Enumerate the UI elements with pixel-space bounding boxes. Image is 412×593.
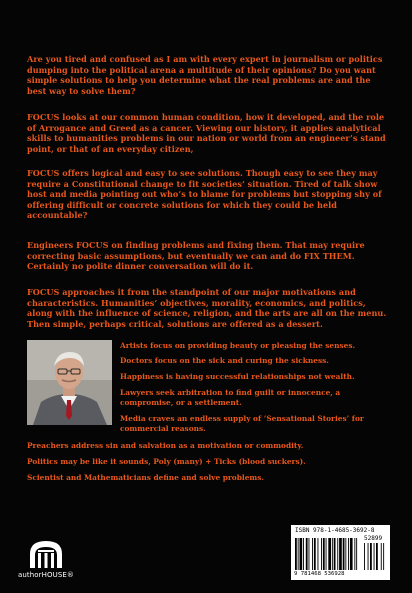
publisher-logo [16,538,76,582]
authorhouse-logo-icon [16,538,76,570]
bio-line-artists: Artists focus on providing beauty or pleasing the senses. [120,341,356,350]
isbn-text: ISBN 978-1-4685-3692-8 [295,527,375,534]
blurb-paragraph-5: FOCUS approaches it from the standpoint of our major motivations and characteristics. Humanities’ objectives, morality, economics, and politics, along with the influence of science, religion, and the arts are all on the menu. Then simple, perhaps critical, solutions are offered as a dessert. [27,287,387,329]
barcode-bars [293,534,388,571]
bio-line-politics: Politics may be like it sounds, Poly (many) + Ticks (blood suckers). [27,457,306,466]
bio-line-doctors: Doctors focus on the sick and curing the sickness. [120,356,329,365]
barcode-number: 9 781468 536928 [294,571,345,577]
bio-line-preachers: Preachers address sin and salvation as a motivation or commodity. [27,441,304,450]
publisher-name: authorHOUSE® [17,571,75,579]
blurb-paragraph-4: Engineers FOCUS on finding problems and fixing them. That may require correcting basic assumptions, but eventually we can and do FIX THEM. Certainly no polite dinner conversation will do it. [27,240,365,272]
bio-line-happiness: Happiness is having successful relationships not wealth. [120,372,355,381]
bio-line-media: Media craves an endless supply of ‘Sensational Stories’ for commercial reasons. [120,414,364,433]
bio-line-scientists: Scientist and Mathematicians define and solve problems. [27,473,264,482]
blurb-paragraph-1: Are you tired and confused as I am with every expert in journalism or politics dumping into the political arena a multitude of their opinions? Do you want simple solutions to help you determine what the real problems are and the best way to solve them? [27,54,383,96]
blurb-paragraph-2: FOCUS looks at our common human condition, how it developed, and the role of Arrogance and Greed as a cancer. Viewing our history, it applies analytical skills to humanities problems in our nation or world from an engineer’s stand point, or that of an everyday citizen, [27,112,386,154]
isbn-barcode [291,525,390,580]
bio-line-lawyers: Lawyers seek arbitration to find guilt or innocence, a compromise, or a settlement. [120,388,341,407]
price-code: 52899 [364,535,383,542]
author-photo [27,340,112,425]
blurb-paragraph-3: FOCUS offers logical and easy to see solutions. Though easy to see they may require a Constitutional change to fit societies’ situation. Tired of talk show host and media pointing out who’s to blame for problems but stopping shy of offering difficult or concrete solutions for which they could be held accountable? [27,168,382,221]
